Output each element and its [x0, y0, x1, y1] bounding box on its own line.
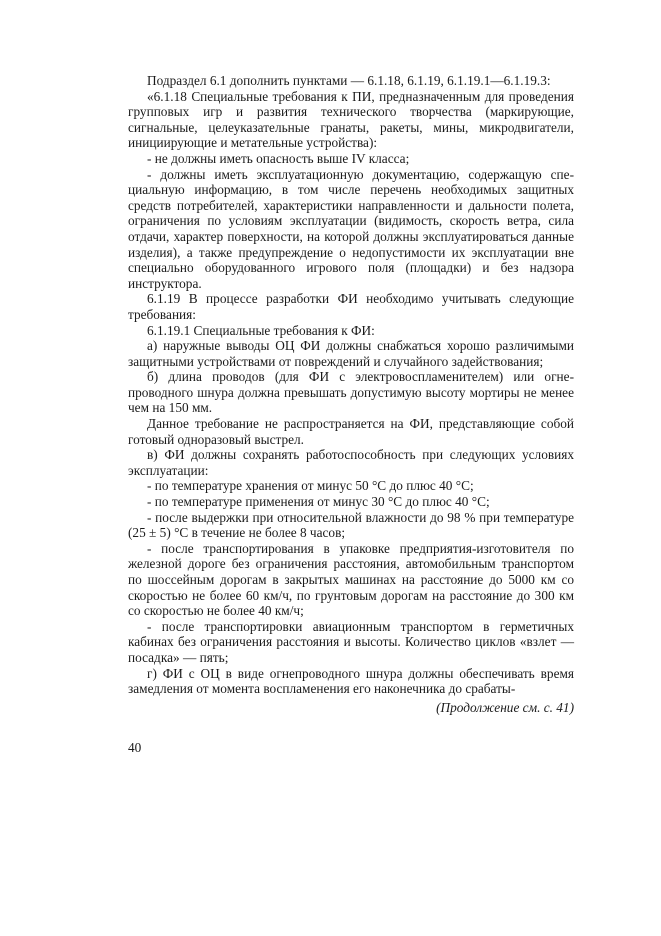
paragraph-9: Данное требование не распространяется на ФИ, представляющие собой готовый одноразовый выстрел.: [128, 416, 574, 447]
paragraph-3: - не должны иметь опасность выше IV класса;: [147, 150, 410, 166]
paragraph-11: - по температуре хранения от минус 50 °С до плюс 40 °С;: [147, 478, 474, 494]
paragraph-12: - по температуре применения от минус 30 °С до плюс 40 °С;: [147, 494, 490, 510]
paragraph-8: б) длина проводов (для ФИ с электровоспламенителем) или огнепроводного шнура должна превышать допустимую высоту мортиры не менее чем на 150 мм.: [128, 369, 574, 416]
paragraph-15: - после транспортировки авиационным транспортом в герметичных кабинах без ограничения расстояния и высоты. Количество циклов «взлет — посадка» — пять;: [128, 618, 574, 665]
paragraph-6: 6.1.19.1 Специальные требования к ФИ:: [147, 322, 375, 338]
paragraph-16: г) ФИ с ОЦ в виде огнепроводного шнура должны обеспечивать время замедления от момента воспламенения его наконечника до срабаты-: [128, 665, 574, 697]
continuation-note: (Продолжение см. с. 41): [436, 700, 574, 715]
paragraph-14: - после транспортирования в упаковке предприятия-изготовителя по железной дороге без ограничения расстояния, автомобильным транспортом по шоссейным дорогам в закрытых машинах на расстояние до 5000 км со скоростью не более 60 км/ч, по грунтовым дорогам на расстояние до 300 км со скоростью не более 40 км/ч;: [128, 540, 574, 619]
paragraph-13: - после выдержки при относительной влажности до 98 % при температуре (25 ± 5) °С в течение не более 8 часов;: [128, 509, 574, 541]
paragraph-1: Подраздел 6.1 дополнить пунктами — 6.1.18, 6.1.19, 6.1.19.1—6.1.19.3:: [147, 73, 551, 88]
paragraph-4: - должны иметь эксплуатационную документацию, содержащую специальную информацию, в том числе перечень необходимых защитных средств потребителей, характеристики направленности и дальности полета, ограничения по условиям эксплуатации (видимость, скорость ветра, сила отдачи, характер поверхности, на которой должны эксплуатироваться данные изделия), а также предупреждение о недопустимости их эксплуатации вне специально оборудованного игрового поля (площадки) и без надзора инструктора.: [128, 166, 574, 291]
paragraph-10: в) ФИ должны сохранять работоспособность при следующих условиях эксплуатации:: [128, 447, 574, 478]
paragraph-7: а) наружные выводы ОЦ ФИ должны снабжаться хорошо различимыми защитными устройствами от повреждений и случайного задействования;: [128, 338, 574, 369]
page-number: 40: [128, 740, 142, 755]
paragraph-5: 6.1.19 В процессе разработки ФИ необходимо учитывать следующие требования:: [128, 291, 574, 322]
paragraph-2: «6.1.18 Специальные требования к ПИ, предназначенным для проведения групповых игр и развития технического творчества (маркирующие, сигнальные, целеуказательные гранаты, ракеты, мины, микродвигатели, инициирующие и метательные устройства):: [128, 88, 574, 151]
main-text: [128, 73, 574, 697]
